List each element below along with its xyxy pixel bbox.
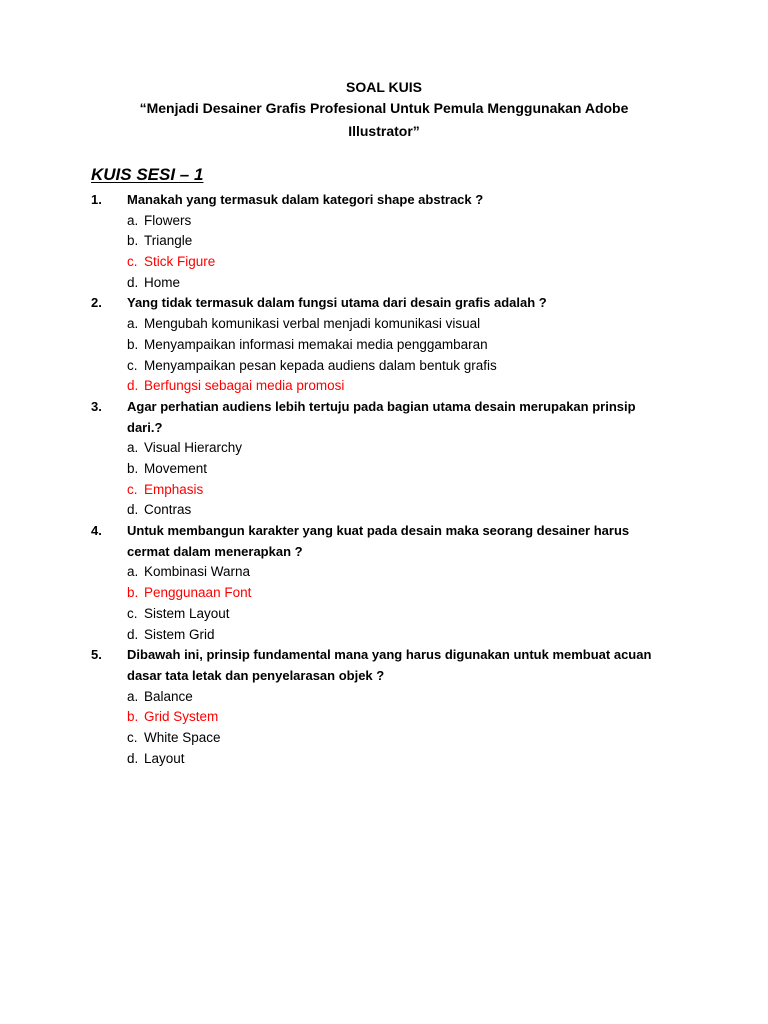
answer-options — [0, 562, 768, 645]
answer-option — [0, 211, 768, 232]
question-item — [0, 645, 768, 769]
question-text: Yang tidak termasuk dalam fungsi utama dari desain grafis adalah ? — [127, 295, 547, 311]
option-letter: c. — [127, 605, 138, 621]
option-text: Penggunaan Font — [144, 585, 252, 601]
question-item — [0, 397, 768, 521]
option-letter: a. — [127, 688, 139, 704]
option-text: Menyampaikan pesan kepada audiens dalam bentuk grafis — [144, 357, 497, 373]
question-list — [0, 190, 768, 769]
option-letter: b. — [127, 461, 139, 476]
answer-option-correct — [0, 480, 768, 501]
option-letter: b. — [127, 709, 139, 725]
option-letter: c. — [127, 254, 138, 270]
answer-option — [0, 273, 768, 294]
option-text: Balance — [144, 688, 193, 704]
option-letter: d. — [127, 750, 139, 766]
option-text: Contras — [144, 502, 192, 518]
answer-option — [0, 728, 768, 749]
option-text: Mengubah komunikasi verbal menjadi komunikasi visual — [144, 316, 481, 332]
question-text: Manakah yang termasuk dalam kategori shape abstrack ? — [127, 192, 484, 207]
answer-option — [0, 749, 768, 770]
answer-option — [0, 356, 768, 377]
option-letter: d. — [127, 626, 139, 642]
option-letter: d. — [127, 378, 139, 394]
answer-option — [0, 625, 768, 646]
question-text: Untuk membangun karakter yang kuat pada desain maka seorang desainer harus cermat dalam menerapkan ? — [127, 523, 630, 559]
option-text: Sistem Layout — [144, 605, 230, 621]
answer-option — [0, 562, 768, 583]
answer-option — [0, 231, 768, 252]
option-text: Movement — [144, 461, 208, 476]
option-text: Stick Figure — [144, 254, 216, 270]
answer-option-correct — [0, 252, 768, 273]
option-letter: d. — [127, 274, 139, 290]
answer-options — [0, 211, 768, 294]
option-text: White Space — [144, 730, 221, 745]
document-title: SOAL KUIS — [346, 79, 422, 95]
option-letter: a. — [127, 316, 139, 332]
question-number: 3. — [91, 398, 102, 414]
option-letter: a. — [127, 440, 139, 456]
answer-options — [0, 314, 768, 397]
question-number: 1. — [91, 192, 102, 207]
option-letter: c. — [127, 481, 138, 497]
option-text: Flowers — [144, 212, 192, 228]
option-text: Emphasis — [144, 481, 204, 497]
option-text: Kombinasi Warna — [144, 564, 251, 580]
document-subtitle-line-2: Illustrator” — [348, 123, 420, 139]
question-text: Agar perhatian audiens lebih tertuju pada bagian utama desain merupakan prinsip dari.? — [127, 398, 636, 435]
option-letter: b. — [127, 336, 139, 352]
answer-option — [0, 604, 768, 625]
option-text: Menyampaikan informasi memakai media penggambaran — [144, 336, 488, 352]
answer-options — [0, 438, 768, 521]
question-number: 2. — [91, 295, 102, 311]
option-text: Home — [144, 274, 181, 290]
answer-option-correct — [0, 376, 768, 397]
option-text: Sistem Grid — [144, 626, 215, 642]
option-letter: b. — [127, 233, 139, 249]
option-letter: a. — [127, 212, 139, 228]
option-letter: c. — [127, 730, 138, 745]
answer-option — [0, 314, 768, 335]
answer-option — [0, 459, 768, 480]
option-text: Triangle — [144, 233, 193, 249]
question-item — [0, 521, 768, 645]
question-text: Dibawah ini, prinsip fundamental mana yang harus digunakan untuk membuat acuan dasar tata letak dan penyelarasan objek ? — [127, 647, 652, 683]
question-item — [0, 293, 768, 396]
option-letter: b. — [127, 585, 139, 601]
answer-option-correct — [0, 583, 768, 604]
answer-option — [0, 335, 768, 356]
question-number: 5. — [91, 647, 102, 663]
answer-option — [0, 500, 768, 521]
section-heading: KUIS SESI – 1 — [91, 165, 204, 184]
option-letter: d. — [127, 502, 139, 518]
answer-options — [0, 687, 768, 770]
answer-option — [0, 438, 768, 459]
option-text: Berfungsi sebagai media promosi — [144, 378, 345, 394]
option-text: Layout — [144, 750, 185, 766]
question-item — [0, 190, 768, 293]
option-text: Grid System — [144, 709, 219, 725]
answer-option-correct — [0, 707, 768, 728]
option-text: Visual Hierarchy — [144, 440, 243, 456]
option-letter: a. — [127, 564, 139, 580]
document-subtitle-line-1: “Menjadi Desainer Grafis Profesional Untuk Pemula Menggunakan Adobe — [139, 100, 629, 116]
question-number: 4. — [91, 523, 102, 539]
option-letter: c. — [127, 357, 138, 373]
answer-option — [0, 687, 768, 708]
